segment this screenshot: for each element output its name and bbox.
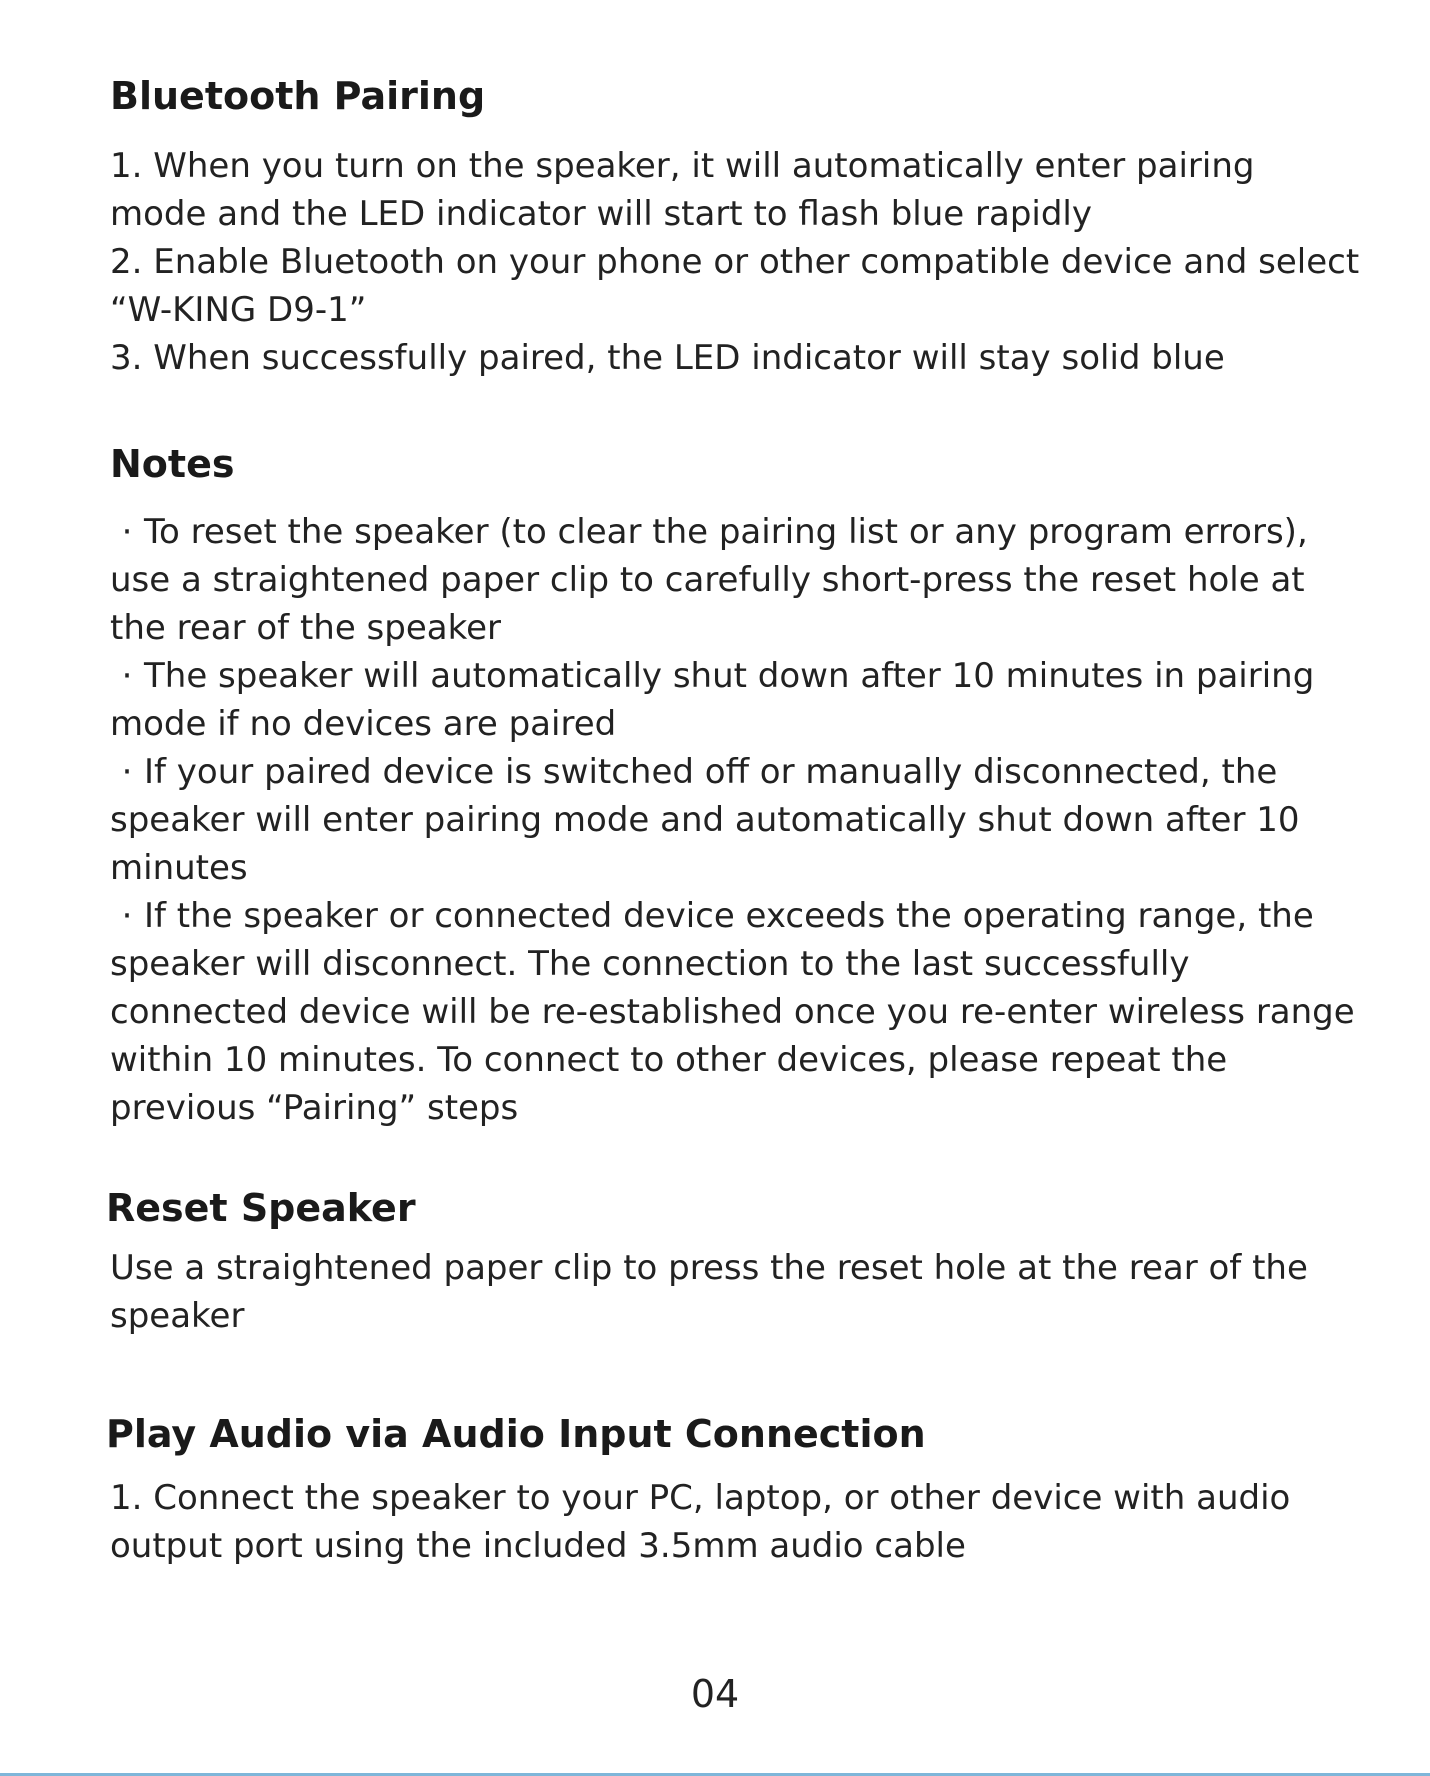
section-reset-speaker	[106, 1184, 1356, 1340]
bullet-icon: ·	[121, 752, 133, 792]
bullet-icon: ·	[121, 512, 133, 552]
section-audio-input	[106, 1410, 1356, 1570]
section-title: Notes	[110, 442, 235, 486]
note-item	[110, 652, 1360, 748]
pairing-step: 3. When successfully paired, the LED indicator will stay solid blue	[110, 338, 1225, 378]
page-number: 04	[690, 1672, 740, 1716]
section-title: Play Audio via Audio Input Connection	[106, 1412, 926, 1456]
bullet-icon: ·	[121, 656, 133, 696]
pairing-steps	[110, 142, 1360, 382]
note-item	[110, 508, 1360, 652]
note-text: If the speaker or connected device exceeds the operating range, the speaker will disconnect. The connection to the last successfully connected device will be re-established once you re-enter wireless range within 10 minutes. To connect to other devices, please repeat the previous “Pairing” steps	[110, 896, 1355, 1128]
reset-text: Use a straightened paper clip to press the reset hole at the rear of the speaker	[110, 1248, 1308, 1336]
section-title: Bluetooth Pairing	[110, 74, 486, 118]
bullet-icon: ·	[121, 896, 133, 936]
pairing-step: 2. Enable Bluetooth on your phone or other compatible device and select “W-KING D9-1”	[110, 242, 1360, 330]
note-text: If your paired device is switched off or manually disconnected, the speaker will enter pairing mode and automatically shut down after 10 minutes	[110, 752, 1300, 888]
section-bluetooth-pairing	[110, 72, 1360, 382]
note-item	[110, 748, 1360, 892]
note-text: The speaker will automatically shut down after 10 minutes in pairing mode if no devices are paired	[110, 656, 1315, 744]
audio-steps	[110, 1474, 1360, 1570]
section-notes	[110, 440, 1360, 1132]
pairing-step: 1. When you turn on the speaker, it will automatically enter pairing mode and the LED indicator will start to flash blue rapidly	[110, 146, 1255, 234]
notes-list	[110, 508, 1360, 1132]
section-title: Reset Speaker	[106, 1186, 416, 1230]
note-item	[110, 892, 1360, 1132]
audio-step: 1. Connect the speaker to your PC, laptop, or other device with audio output port using the included 3.5mm audio cable	[110, 1478, 1291, 1566]
note-text: To reset the speaker (to clear the pairing list or any program errors), use a straightened paper clip to carefully short-press the reset hole at the rear of the speaker	[110, 512, 1308, 648]
